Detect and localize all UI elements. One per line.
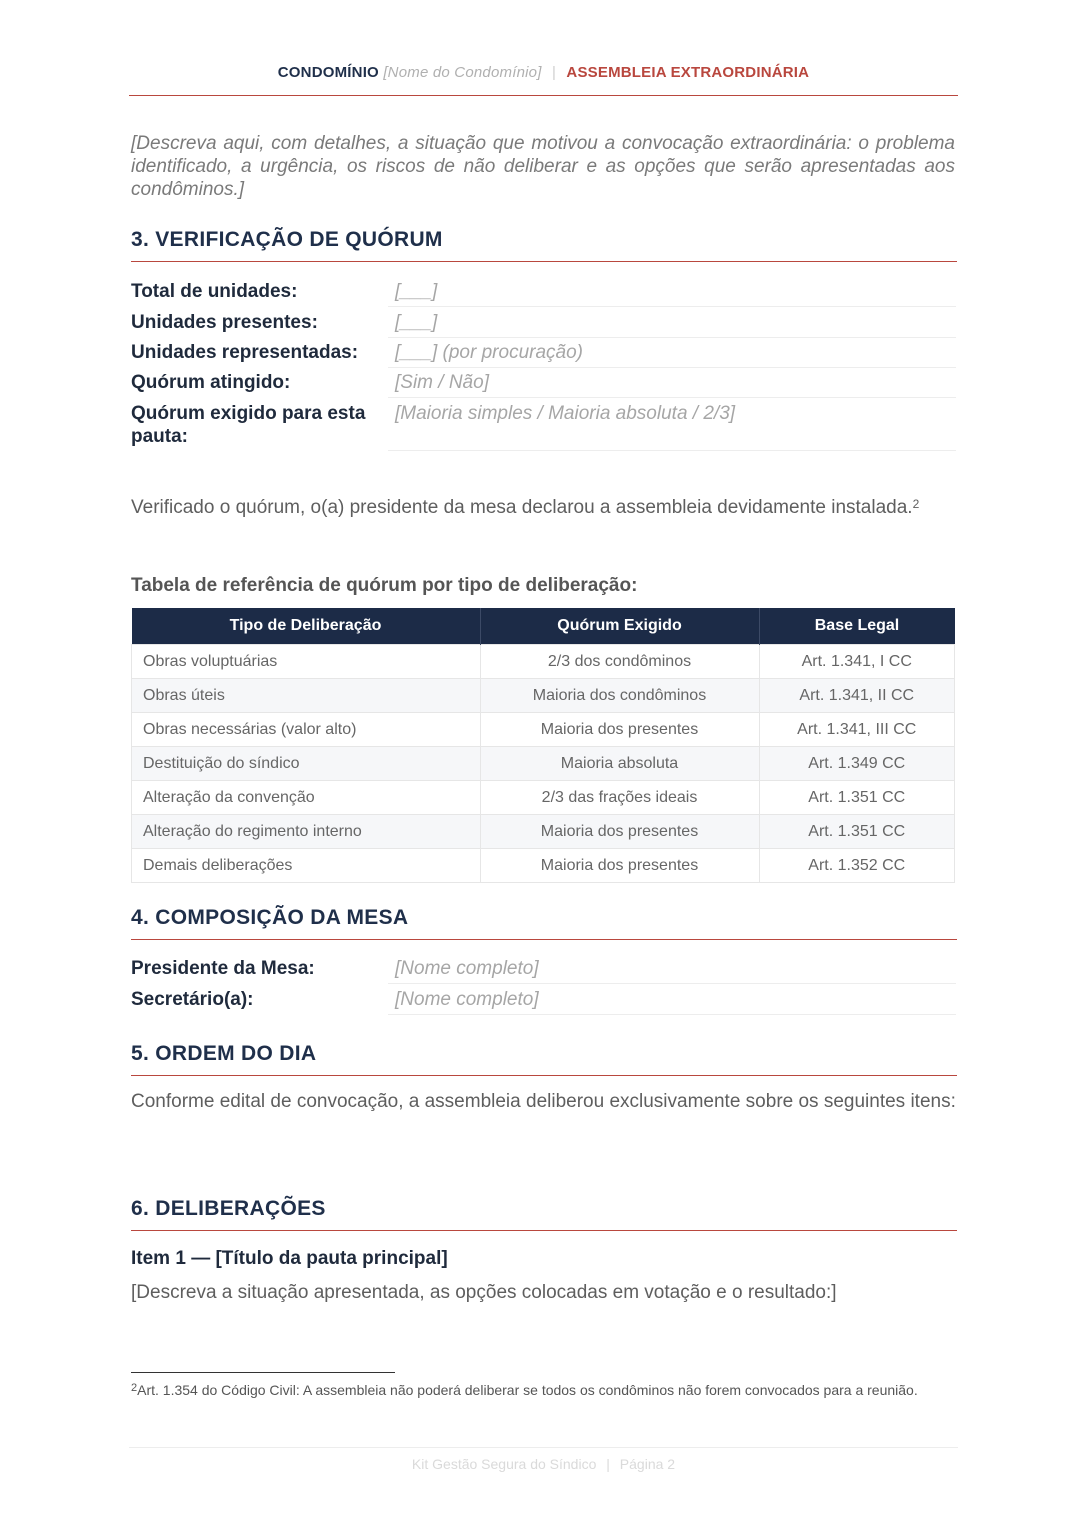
cell-tipo: Alteração do regimento interno	[132, 815, 481, 849]
item-1-title: Item 1 — [Título da pauta principal]	[131, 1248, 448, 1269]
cell-base-legal: Art. 1.341, III CC	[759, 713, 955, 747]
item-1-text: [Descreva a situação apresentada, as opções colocadas em votação e o resultado:]	[131, 1282, 837, 1303]
field-label-unidades-presentes: Unidades presentes:	[131, 312, 318, 333]
page-header	[129, 64, 958, 96]
cell-quorum: Maioria dos presentes	[480, 815, 759, 849]
cell-tipo: Demais deliberações	[132, 849, 481, 883]
field-value-unidades-representadas: [___] (por procuração)	[388, 341, 956, 368]
cell-base-legal: Art. 1.351 CC	[759, 781, 955, 815]
table-row	[132, 679, 955, 713]
cell-base-legal: Art. 1.341, I CC	[759, 645, 955, 679]
footnote-divider	[131, 1372, 395, 1373]
cell-base-legal: Art. 1.351 CC	[759, 815, 955, 849]
section-5-text: Conforme edital de convocação, a assembleia deliberou exclusivamente sobre os seguintes itens:	[131, 1091, 956, 1112]
field-label-total-unidades: Total de unidades:	[131, 281, 298, 302]
header-condominio-label: CONDOMÍNIO	[277, 64, 379, 81]
quorum-declaration	[131, 496, 957, 519]
cell-base-legal: Art. 1.341, II CC	[759, 679, 955, 713]
table-row	[132, 645, 955, 679]
quorum-declaration-text: Verificado o quórum, o(a) presidente da mesa declarou a assembleia devidamente instalada.	[131, 497, 913, 518]
cell-tipo: Destituição do síndico	[132, 747, 481, 781]
quorum-table-caption: Tabela de referência de quórum por tipo de deliberação:	[131, 575, 638, 596]
cell-tipo: Obras necessárias (valor alto)	[132, 713, 481, 747]
table-row	[132, 747, 955, 781]
footnote-text: Art. 1.354 do Código Civil: A assembleia não poderá deliberar se todos os condôminos não forem convocados para a reunião.	[137, 1382, 918, 1398]
column-header-base-legal: Base Legal	[759, 608, 955, 645]
cell-tipo: Obras voluptuárias	[132, 645, 481, 679]
section-5-title: 5. ORDEM DO DIA	[131, 1042, 957, 1076]
header-condominio-name: [Nome do Condomínio]	[383, 64, 542, 81]
section-3-title: 3. VERIFICAÇÃO DE QUÓRUM	[131, 228, 957, 262]
page-footer	[129, 1447, 958, 1472]
footnote-number: 2	[131, 1382, 138, 1394]
field-value-unidades-presentes: [___]	[388, 311, 956, 338]
table-row	[132, 849, 955, 883]
field-value-total-unidades: [___]	[388, 280, 956, 307]
cell-quorum: Maioria absoluta	[480, 747, 759, 781]
footer-page-number: Página 2	[619, 1456, 676, 1472]
footnote-ref[interactable]: 2	[912, 497, 920, 511]
column-header-quorum: Quórum Exigido	[480, 608, 759, 645]
cell-base-legal: Art. 1.349 CC	[759, 747, 955, 781]
header-assembly-type: ASSEMBLEIA EXTRAORDINÁRIA	[566, 64, 810, 81]
intro-placeholder-text: [Descreva aqui, com detalhes, a situação que motivou a convocação extraordinária: o problema identificado, a urgência, os riscos de não deliberar e as opções que serão apresentadas aos condôminos.]	[131, 133, 955, 200]
table-row	[132, 781, 955, 815]
field-label-secretario: Secretário(a):	[131, 989, 254, 1010]
field-label-unidades-representadas: Unidades representadas:	[131, 342, 359, 363]
footnote	[131, 1382, 961, 1398]
section-6-title: 6. DELIBERAÇÕES	[131, 1197, 957, 1231]
cell-quorum: Maioria dos presentes	[480, 849, 759, 883]
table-row	[132, 815, 955, 849]
quorum-reference-table	[131, 608, 955, 883]
cell-quorum: Maioria dos presentes	[480, 713, 759, 747]
field-label-quorum-exigido: Quórum exigido para esta pauta:	[131, 403, 366, 447]
table-row	[132, 713, 955, 747]
field-label-presidente: Presidente da Mesa:	[131, 958, 315, 979]
table-header-row	[132, 608, 955, 645]
cell-quorum: 2/3 dos condôminos	[480, 645, 759, 679]
field-value-secretario: [Nome completo]	[388, 988, 956, 1015]
field-value-quorum-atingido: [Sim / Não]	[388, 371, 956, 398]
field-value-presidente: [Nome completo]	[388, 957, 956, 984]
section-4-title: 4. COMPOSIÇÃO DA MESA	[131, 906, 957, 940]
footer-kit-name: Kit Gestão Segura do Síndico	[411, 1456, 597, 1472]
cell-quorum: 2/3 das frações ideais	[480, 781, 759, 815]
cell-base-legal: Art. 1.352 CC	[759, 849, 955, 883]
column-header-tipo: Tipo de Deliberação	[132, 608, 481, 645]
header-separator: |	[551, 64, 557, 81]
field-label-quorum-atingido: Quórum atingido:	[131, 372, 291, 393]
cell-quorum: Maioria dos condôminos	[480, 679, 759, 713]
cell-tipo: Alteração da convenção	[132, 781, 481, 815]
footer-separator: |	[606, 1456, 610, 1472]
cell-tipo: Obras úteis	[132, 679, 481, 713]
field-value-quorum-exigido: [Maioria simples / Maioria absoluta / 2/3]	[388, 402, 956, 451]
